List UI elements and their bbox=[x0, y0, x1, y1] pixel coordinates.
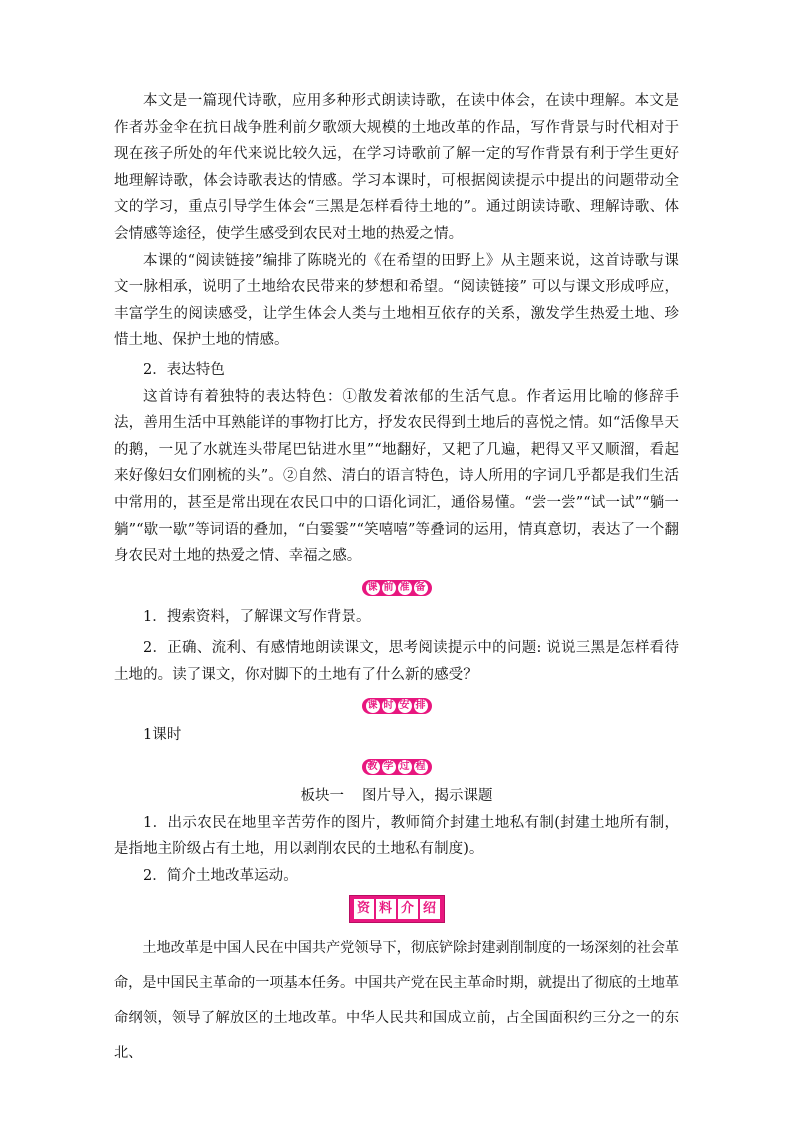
schedule-badge bbox=[362, 698, 432, 714]
expression-paragraph: 这首诗有着独特的表达特色：①散发着浓郁的生活气息。作者运用比喻的修辞手法，善用生活中耳熟能详的事物打比方，抒发农民得到土地后的喜悦之情。如“活像旱天的鹅，一见了水就连头带尾巴钻进水里”“地翻好，又耙了几遍，耙得又平又顺溜，看起来好像妇女们刚梳的头”。②自然、清白的语言特色，诗人所用的字词几乎都是我们生活中常用的，甚至是常出现在农民口中的口语化词汇，通俗易懂。“尝一尝”“试一试”“躺一躺”“歇一歇”等词语的叠加，“白霎霎”“笑嘻嘻”等叠词的运用，情真意切，表达了一个翻身农民对土地的热爱之情、幸福之感。 bbox=[114, 388, 679, 565]
schedule-badge-char: 课 bbox=[367, 700, 378, 712]
material-badge-char: 料 bbox=[376, 899, 396, 919]
block-item-1: 1．出示农民在地里辛苦劳作的图片，教师简介封建土地私有制(封建土地所有制，是指地主阶级占有土地，用以剥削农民的土地私有制度)。 bbox=[114, 814, 679, 858]
block-label: 板块一 bbox=[300, 788, 344, 805]
section-heading-expression: 2．表达特色 bbox=[143, 361, 225, 378]
material-badge-char: 绍 bbox=[420, 899, 440, 919]
process-badge-char: 程 bbox=[415, 761, 426, 773]
badge-row-prep bbox=[114, 576, 679, 600]
schedule-badge-char: 排 bbox=[415, 700, 426, 712]
schedule-badge-char: 安 bbox=[399, 700, 410, 712]
prep-badge-char: 准 bbox=[399, 581, 410, 593]
material-badge bbox=[349, 895, 445, 923]
prep-badge-char: 备 bbox=[415, 581, 426, 593]
process-badge bbox=[362, 759, 432, 775]
prep-item-2: 2．正确、流利、有感情地朗读课文，思考阅读提示中的问题: 说说三黑是怎样看待土地的。读了课文，你对脚下的土地有了什么新的感受？ bbox=[114, 640, 679, 683]
schedule-text: 1课时 bbox=[143, 727, 182, 744]
material-badge-char: 介 bbox=[398, 899, 418, 919]
badge-row-material bbox=[114, 895, 679, 925]
prep-badge-char: 课 bbox=[367, 581, 378, 593]
intro-paragraph-1: 本文是一篇现代诗歌，应用多种形式朗读诗歌，在读中体会，在读中理解。本文是作者苏金伞在抗日战争胜利前夕歌颂大规模的土地改革的作品，写作背景与时代相对于现在孩子所处的年代来说比较久远，在学习诗歌前了解一定的写作背景有利于学生更好地理解诗歌，体会诗歌表达的情感。学习本课时，可根据阅读提示中提出的问题带动全文的学习，重点引导学生体会“三黑是怎样看待土地的”。通过朗读诗歌、理解诗歌、体会情感等途径，使学生感受到农民对土地的热爱之情。 bbox=[114, 93, 679, 242]
prep-badge-char: 前 bbox=[383, 581, 394, 593]
block-title bbox=[114, 783, 679, 810]
block-item-2: 2．简介土地改革运动。 bbox=[143, 867, 298, 884]
process-badge-char: 过 bbox=[399, 761, 410, 773]
process-badge-char: 教 bbox=[367, 761, 378, 773]
process-badge-char: 学 bbox=[383, 761, 394, 773]
material-paragraph: 土地改革是中国人民在中国共产党领导下，彻底铲除封建剥削制度的一场深刻的社会革命，是中国民主革命的一项基本任务。中国共产党在民主革命时期，就提出了彻底的土地革命纲领，领导了解放区的土地改革。中华人民共和国成立前，占全国面积约三分之一的东北、 bbox=[114, 940, 679, 1062]
badge-row-schedule bbox=[114, 694, 679, 718]
badge-row-process bbox=[114, 755, 679, 779]
material-badge-char: 资 bbox=[354, 899, 374, 919]
block-title-text: 图片导入，揭示课题 bbox=[362, 788, 493, 805]
prep-item-1: 1．搜索资料，了解课文写作背景。 bbox=[143, 608, 371, 625]
prep-badge bbox=[362, 580, 432, 596]
intro-paragraph-2: 本课的“阅读链接”编排了陈晓光的《在希望的田野上》从主题来说，这首诗歌与课文一脉相承，说明了土地给农民带来的梦想和希望。“阅读链接” 可以与课文形成呼应，丰富学生的阅读感受，让学生体会人类与土地相互依存的关系，激发学生热爱土地、珍惜土地、保护土地的情感。 bbox=[114, 252, 679, 349]
schedule-badge-char: 时 bbox=[383, 700, 394, 712]
